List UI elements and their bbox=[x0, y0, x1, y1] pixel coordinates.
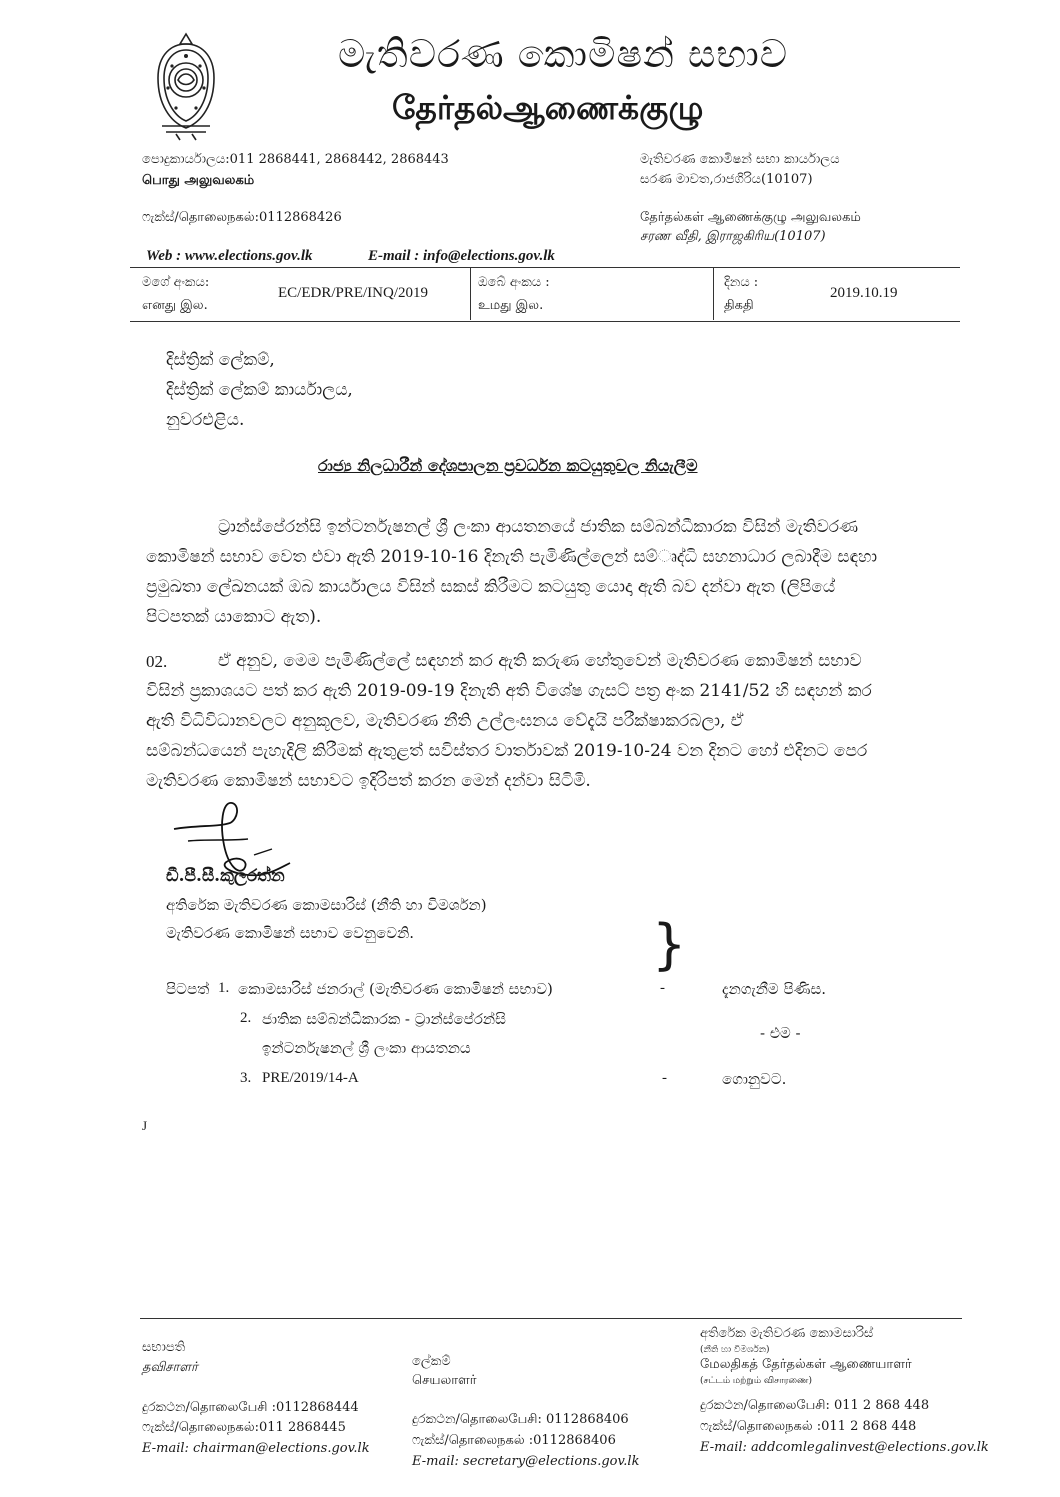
add-commissioner-email[interactable]: E-mail: addcomlegalinvest@elections.gov.lk bbox=[700, 1440, 989, 1455]
paragraph-2 bbox=[146, 646, 908, 796]
addressee-line-3: නුවරඑළිය. bbox=[166, 410, 245, 430]
your-ref-label-sinhala: ඔබේ අංකය : bbox=[478, 275, 550, 290]
paragraph-1-line: ට්‍රාන්ස්පේරන්සි ඉන්ටර්නැෂනල් ශ්‍රී ලංකා ආයතනයේ ජාතික සම්බන්ධීකාරක විසින් මැතිවරණ bbox=[218, 517, 859, 537]
address-sinhala-1: මැතිවරණ කොමිෂන් සභා කාර්යාලය bbox=[640, 152, 840, 167]
subject-heading: රාජ්‍ය නිලධාරීන් දේශපාලන ප්‍රවර්ධන කටයුතුවල නියැලීම bbox=[318, 456, 698, 475]
add-commissioner-fax: ෆැක්ස්/தொலைநகல் :011 2 868 448 bbox=[700, 1419, 917, 1434]
chair-title-tamil: தவிசாளர் bbox=[142, 1360, 198, 1375]
chair-fax: ෆැක්ස්/தொலைநகல்:011 2868445 bbox=[142, 1420, 346, 1435]
copy-3-action: ගොනුවට. bbox=[722, 1070, 787, 1088]
copies-label: පිටපත් bbox=[166, 980, 210, 998]
add-commissioner-title-sinhala: අතිරේක මැතිවරණ කොමසාරිස් bbox=[700, 1326, 874, 1341]
copy-3-dash: - bbox=[662, 1070, 667, 1086]
paragraph-2-line: මැතිවරණ කොමිෂන් සභාවට ඉදිරිපත් කරන මෙන් දන්වා සිටිමි. bbox=[146, 771, 591, 791]
secretary-email[interactable]: E-mail: secretary@elections.gov.lk bbox=[412, 1454, 640, 1469]
secretary-title-tamil: செயலாளர் bbox=[412, 1373, 477, 1388]
office-fax: ෆැක්ස්/தொலைநகல்:0112868426 bbox=[142, 210, 342, 225]
copy-3-recipient: PRE/2019/14-A bbox=[262, 1070, 359, 1086]
ref-table-divider-2 bbox=[713, 268, 714, 320]
org-name-tamil: தேர்தல்ஆணைக்குழு bbox=[392, 88, 704, 127]
date-label-tamil: திகதி bbox=[724, 298, 754, 313]
your-ref-label-tamil: உமது இல. bbox=[478, 298, 544, 313]
stray-mark: J bbox=[142, 1118, 148, 1133]
paragraph-2-line: සම්බන්ධයෙන් පැහැදිලි කිරීමක් ඇතුළත් සවිස්තර වාර්තාවක් 2019-10-24 වන දිනට හෝ එදිනට පෙර bbox=[146, 741, 868, 761]
copy-2-number: 2. bbox=[240, 1010, 252, 1026]
footer-rule bbox=[140, 1318, 962, 1319]
add-commissioner-subtitle-tamil: (சட்டம் மற்றும் விசாரணை) bbox=[700, 1376, 812, 1386]
add-commissioner-phone: දුරකථන/தொலைபேசி: 011 2 868 448 bbox=[700, 1398, 930, 1413]
paragraph-1-line: කොමිෂන් සභාව වෙත එවා ඇති 2019-10-16 දිනැති පැමිණිල්ලෙන් සම්ෘද්ධි සහනාධාර ලබාදීම සඳහා bbox=[146, 547, 878, 567]
my-ref-label-tamil: எனது இல. bbox=[142, 298, 208, 313]
chair-phone: දුරකථන/தொலைபேசி :0112868444 bbox=[142, 1400, 359, 1415]
address-tamil-1: தேர்தல்கள் ஆணைக்குழு அலுவலகம் bbox=[640, 210, 861, 225]
paragraph-1-line: පිටපතක් යාකොට ඇත). bbox=[146, 607, 322, 627]
paragraph-2-line: ඒ අනුව, මෙම පැමිණිල්ලේ සඳහන් කර ඇති කරුණ හේතුවෙන් මැතිවරණ කොමිෂන් සභාව bbox=[218, 651, 862, 671]
paragraph-2-line: ඇති විධිවිධානවලට අනුකූලව, මැතිවරණ නීති උල්ලංඝනය වේදැයි පරීක්ෂාකරබලා, ඒ bbox=[146, 711, 744, 731]
ref-table-divider-1 bbox=[470, 268, 471, 320]
copy-1-number: 1. bbox=[218, 980, 230, 996]
secretary-phone: දුරකථන/தொலைபேசி: 0112868406 bbox=[412, 1412, 629, 1427]
ref-table-rule bbox=[130, 321, 960, 322]
copy-1-action: දැනගැනීම පිණිස. bbox=[722, 980, 827, 998]
paragraph-2-number: 02. bbox=[146, 652, 168, 671]
add-commissioner-subtitle-sinhala: (නීති හා විමර්ශන) bbox=[700, 1345, 770, 1355]
signatory-behalf: මැතිවරණ කොමිෂන් සභාව වෙනුවෙනි. bbox=[166, 924, 415, 942]
secretary-fax: ෆැක්ස්/தொலைநகல் :0112868406 bbox=[412, 1433, 616, 1448]
address-tamil-2: சரண வீதி, இராஜகிரிய(10107) bbox=[640, 229, 826, 244]
date-label-sinhala: දිනය : bbox=[724, 275, 759, 290]
paragraph-1 bbox=[146, 512, 908, 632]
paragraph-2-line: විසින් ප්‍රකාශයට පත් කර ඇති 2019-09-19 දිනැති අති විශේෂ ගැසට් පත්‍ර අංක 2141/52 හි සඳහන් කර bbox=[146, 681, 872, 701]
date-value: 2019.10.19 bbox=[830, 285, 898, 301]
addressee-line-2: දිස්ත්‍රික් ලේකම් කාර්යාලය, bbox=[166, 380, 353, 400]
org-name-sinhala: මැතිවරණ කොමිෂන් සභාව bbox=[338, 32, 789, 76]
signatory-title: අතිරේක මැතිවරණ කොමසාරිස් (නීති හා විමර්ශන) bbox=[166, 896, 487, 914]
addressee-line-1: දිස්ත්‍රික් ලේකම්, bbox=[166, 350, 275, 370]
my-ref-label-sinhala: මගේ අංකය: bbox=[142, 275, 210, 290]
chair-title-sinhala: සභාපති bbox=[142, 1340, 186, 1355]
copy-1-dash: - bbox=[660, 980, 665, 996]
add-commissioner-title-tamil: மேலதிகத் தேர்தல்கள் ஆணையாளர் bbox=[700, 1357, 912, 1372]
chair-email[interactable]: E-mail: chairman@elections.gov.lk bbox=[142, 1441, 370, 1456]
secretary-title-sinhala: ලේකම් bbox=[412, 1354, 451, 1369]
curly-brace-icon: } bbox=[652, 913, 687, 976]
address-sinhala-2: සරණ මාවත,රාජගිරිය(10107) bbox=[640, 172, 813, 187]
paragraph-1-line: ප්‍රමුඛතා ලේඛනයක් ඔබ කාර්යාලය විසින් සකස් කිරීමට කටයුතු යොදා ඇති බව දන්වා ඇත (ලිපියේ bbox=[146, 577, 836, 597]
office-label-tamil: பொது அலுவலகம் bbox=[142, 173, 255, 188]
signatory-name: ඩී.පී.සී.කුලරත්න bbox=[166, 866, 285, 886]
header-rule bbox=[130, 267, 960, 268]
copy-2-action: - එම - bbox=[760, 1024, 801, 1042]
copy-3-number: 3. bbox=[240, 1070, 252, 1086]
email-link[interactable]: E-mail : info@elections.gov.lk bbox=[368, 248, 555, 264]
website-link[interactable]: Web : www.elections.gov.lk bbox=[146, 248, 313, 264]
my-ref-value: EC/EDR/PRE/INQ/2019 bbox=[278, 285, 429, 301]
sri-lanka-emblem-icon bbox=[152, 30, 220, 142]
copy-2-recipient-line-1: ජාතික සම්බන්ධීකාරක - ට්‍රාන්ස්පේරන්සි bbox=[262, 1010, 506, 1028]
copy-2-recipient-line-2: ඉන්ටර්නැෂනල් ශ්‍රී ලංකා ආයතනය bbox=[262, 1039, 471, 1057]
office-phone: පොදුකාර්යාලය:011 2868441, 2868442, 2868443 bbox=[142, 152, 449, 167]
copy-1-recipient: කොමසාරිස් ජනරාල් (මැතිවරණ කොමිෂන් සභාව) bbox=[238, 980, 553, 998]
